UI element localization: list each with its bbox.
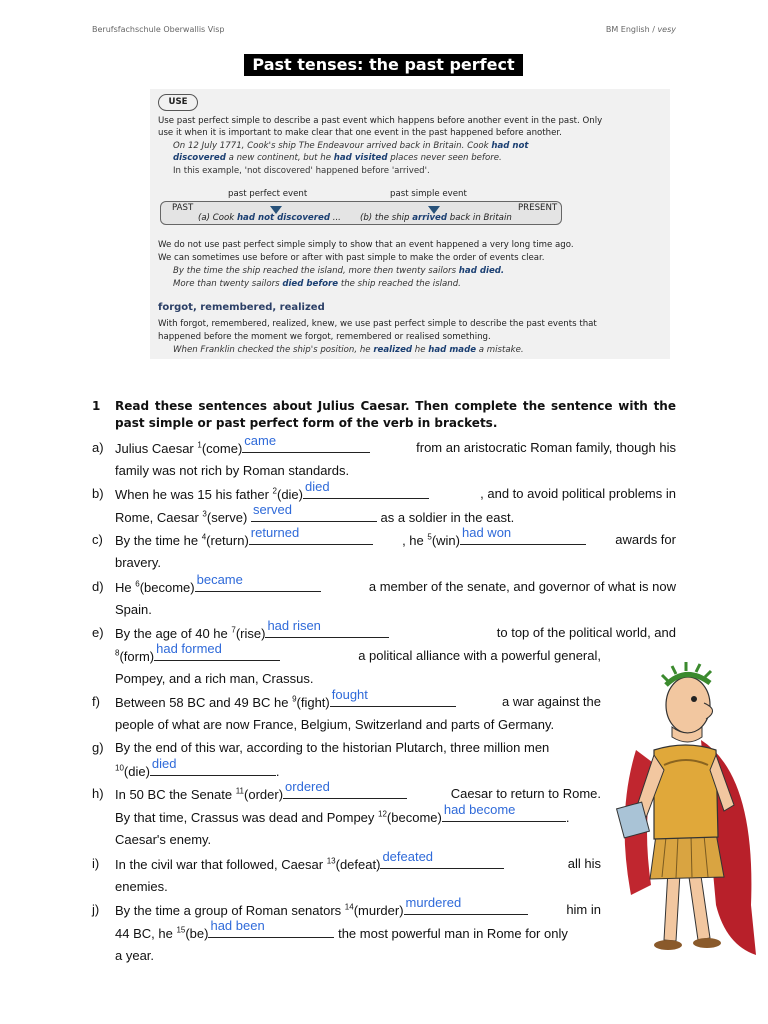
- answer-blank[interactable]: came: [242, 436, 370, 453]
- course-label: BM English / vesy: [605, 25, 676, 34]
- item-label: c): [92, 532, 103, 547]
- timeline-event-b: (b) the ship arrived back in Britain: [360, 213, 512, 223]
- para2-line2: We can sometimes use before or after with past simple to make the order of events clear.: [158, 253, 545, 263]
- answer-blank[interactable]: murdered: [404, 898, 528, 915]
- answer-blank[interactable]: became: [195, 575, 321, 592]
- item-label: h): [92, 786, 104, 801]
- answer-blank[interactable]: had been: [208, 921, 334, 938]
- answer-blank[interactable]: had risen: [265, 621, 389, 638]
- item-label: f): [92, 694, 100, 709]
- example-3: When Franklin checked the ship's position, he realized he had made a mistake.: [173, 345, 524, 355]
- timeline-present: PRESENT: [518, 203, 558, 213]
- answer-blank[interactable]: died: [150, 759, 276, 776]
- timeline-past: PAST: [172, 203, 194, 213]
- example-1c: In this example, 'not discovered' happened before 'arrived'.: [173, 166, 430, 176]
- item-label: e): [92, 625, 104, 640]
- answer-blank[interactable]: returned: [249, 528, 373, 545]
- answer-blank[interactable]: died: [303, 482, 429, 499]
- answer-blank[interactable]: had become: [442, 805, 566, 822]
- timeline-diagram: [160, 189, 562, 227]
- item-label: i): [92, 856, 100, 871]
- para3-line2: happened before the moment we forgot, remembered or realised something.: [158, 332, 491, 342]
- julius-caesar-cartoon-icon: [606, 655, 756, 965]
- timeline-pse-label: past simple event: [390, 189, 467, 199]
- grammar-reference-box: [150, 89, 670, 359]
- timeline-event-a: (a) Cook had not discovered ...: [198, 213, 341, 223]
- page-title: Past tenses: the past perfect: [244, 54, 523, 76]
- intro-line-2: use it when it is important to make clear that one event in the past happened before another.: [158, 128, 562, 138]
- timeline-ppe-label: past perfect event: [228, 189, 308, 199]
- item-label: g): [92, 740, 104, 755]
- answer-blank[interactable]: served: [251, 505, 377, 522]
- para3-line1: With forgot, remembered, realized, knew, we use past perfect simple to describe the past events that: [158, 319, 597, 329]
- example-2a: By the time the ship reached the island, more then twenty sailors had died.: [173, 266, 505, 276]
- answer-blank[interactable]: defeated: [380, 852, 504, 869]
- example-2b: More than twenty sailors died before the ship reached the island.: [173, 279, 461, 289]
- answer-blank[interactable]: had won: [460, 528, 586, 545]
- item-label: d): [92, 579, 104, 594]
- para2-line1: We do not use past perfect simple simply to show that an event happened a very long time ago.: [158, 240, 574, 250]
- answer-blank[interactable]: ordered: [283, 782, 407, 799]
- item-label: a): [92, 440, 104, 455]
- item-label: b): [92, 486, 104, 501]
- use-badge: USE: [158, 94, 198, 111]
- example-1b: discovered a new continent, but he had visited places never seen before.: [173, 153, 502, 163]
- answer-blank[interactable]: fought: [330, 690, 456, 707]
- intro-line-1: Use past perfect simple to describe a past event which happens before another event in the past. Only: [158, 116, 603, 126]
- answer-blank[interactable]: had formed: [154, 644, 280, 661]
- subheading: forgot, remembered, realized: [158, 302, 325, 313]
- example-1a: On 12 July 1771, Cook's ship The Endeavour arrived back in Britain. Cook had not: [173, 141, 529, 151]
- exercise-instruction: Read these sentences about Julius Caesar. Then complete the sentence with the past simple or past perfect form of the verb in brackets.: [115, 399, 676, 430]
- exercise-number: 1: [92, 399, 101, 413]
- school-name: Berufsfachschule Oberwallis Visp: [92, 25, 225, 34]
- item-label: j): [92, 902, 100, 917]
